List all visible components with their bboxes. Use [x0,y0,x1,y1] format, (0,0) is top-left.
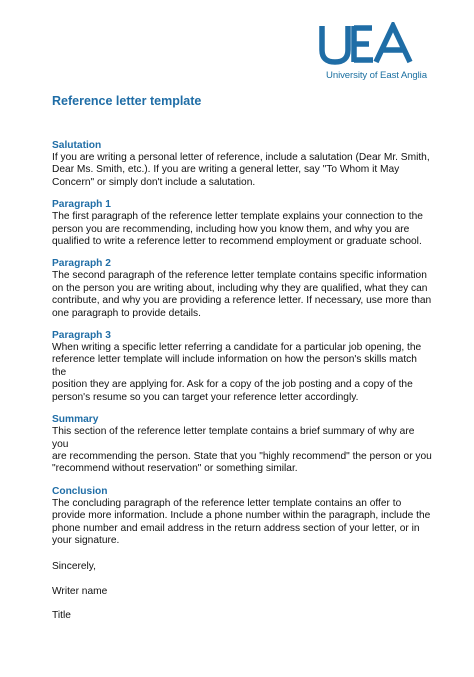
section-heading: Paragraph 3 [52,330,111,342]
section-paragraph-2 [52,258,432,320]
section-heading: Paragraph 2 [52,258,111,270]
uea-logo [318,22,428,86]
section-paragraph-1 [52,199,432,248]
section-text: If you are writing a personal letter of reference, include a salutation (Dear Mr. Smith, Dear Ms. Smith, etc.). If you are writing a general letter, say "To Whom it May Concern" or simply don't include a salutation. [52,152,430,188]
uea-logo-mark [318,22,428,70]
section-salutation [52,140,432,189]
section-text: When writing a specific letter referring a candidate for a particular job opening, the reference letter template will include information on how the person's skills match the position they are applying for. Ask for a copy of the job posting and a copy of the person's resume so you can target your reference letter accordingly. [52,342,422,403]
section-paragraph-3 [52,330,432,404]
document-title: Reference letter template [52,94,202,108]
section-conclusion [52,486,432,548]
section-heading: Conclusion [52,485,108,497]
document-body [52,140,432,635]
closing-writer-name: Writer name [52,585,108,597]
section-heading: Salutation [52,140,102,151]
section-heading: Paragraph 1 [52,199,111,211]
section-text: The concluding paragraph of the reference letter template contains an offer to provide more information. Include a phone number within the paragraph, include the phone number and email address in the return address section of your letter, or in your signature. [52,497,431,546]
section-heading: Summary [52,414,99,426]
logo-caption: University of East Anglia [326,70,427,81]
section-summary [52,414,432,476]
section-text: This section of the reference letter template contains a brief summary of why are you are recommending the person. State that you "highly recommend" the person or you "recommend without reservation" or something similar. [52,426,432,475]
closing-title: Title [52,610,71,622]
section-text: The second paragraph of the reference letter template contains specific information on the person you are writing about, including why they are qualified, what they can contribute, and why you are providing a reference letter. If necessary, use more than one paragraph to provide details. [52,270,432,319]
closing-signoff: Sincerely, [52,561,96,573]
section-text: The first paragraph of the reference letter template explains your connection to the person you are recommending, including how you know them, and why you are qualified to write a reference letter to recommend employment or graduate school. [52,211,423,248]
